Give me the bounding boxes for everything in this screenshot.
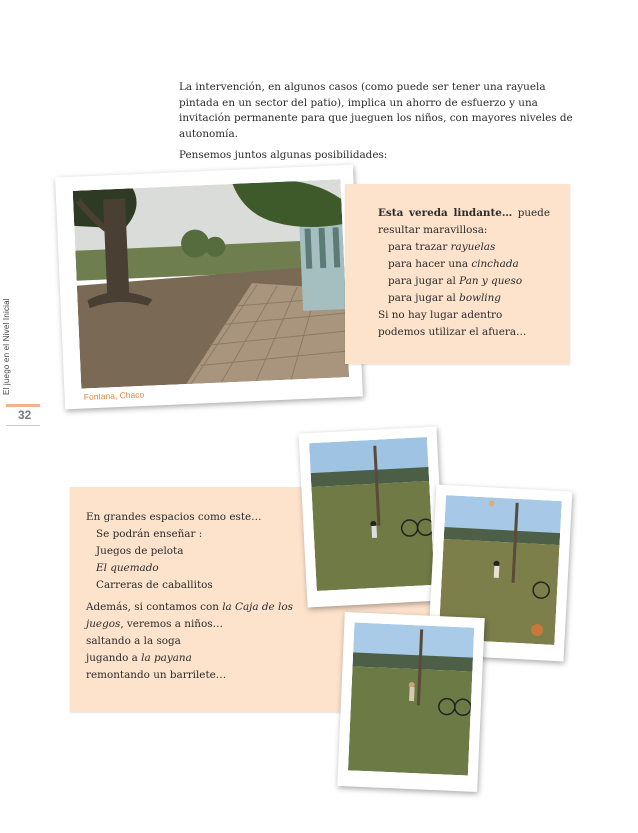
intro-paragraph: La intervención, en algunos casos (como puede ser tener una rayuela pintada en un sector del patio), implica un ahorro de esfuerzo y una invitación permanente para que jueguen los niños, con mayores niveles de autonomía. — [179, 81, 573, 140]
list-item: Carreras de caballitos — [96, 579, 213, 591]
sidewalk-image — [73, 179, 349, 389]
list-item: saltando a la soga — [86, 635, 181, 647]
list-item: para jugar al bowling — [388, 292, 501, 304]
page-number-underline — [6, 425, 40, 426]
sidewalk-photo — [55, 165, 363, 410]
intro-text — [179, 80, 574, 170]
list-item: para trazar rayuelas — [388, 241, 496, 253]
photo-caption: Fontana, Chaco — [83, 389, 145, 402]
field-image — [309, 437, 435, 591]
sidewalk-heading-rest: puede resultar maravillosa: — [378, 207, 550, 236]
sidewalk-ideas-box — [345, 184, 570, 364]
open-space-heading: En grandes espacios como este… — [86, 511, 262, 523]
sidewalk-heading — [378, 205, 550, 239]
intro-prompt: Pensemos juntos algunas posibilidades: — [179, 149, 388, 161]
running-head: El juego en el Nivel Inicial — [2, 298, 11, 395]
list-item: para hacer una cinchada — [388, 258, 519, 270]
list-item: remontando un barrilete… — [86, 669, 227, 681]
field-image — [348, 622, 474, 775]
list-item: Juegos de pelota — [96, 545, 184, 557]
teach-line: Se podrán enseñar : — [96, 528, 203, 540]
sidewalk-heading-bold: Esta vereda lindante… — [378, 207, 513, 219]
list-item: jugando a la payana — [86, 652, 192, 664]
games-box-line: Además, si contamos con la Caja de los juegos, veremos a niños… — [86, 601, 293, 630]
field-photo-1 — [299, 427, 446, 608]
field-photo-3 — [337, 612, 484, 792]
page-number: 32 — [18, 408, 32, 422]
sidewalk-closing: Si no hay lugar adentro podemos utilizar el afuera… — [378, 309, 527, 338]
list-item: El quemado — [96, 562, 159, 574]
page-number-rule — [6, 404, 40, 407]
list-item: para jugar al Pan y queso — [388, 275, 523, 287]
